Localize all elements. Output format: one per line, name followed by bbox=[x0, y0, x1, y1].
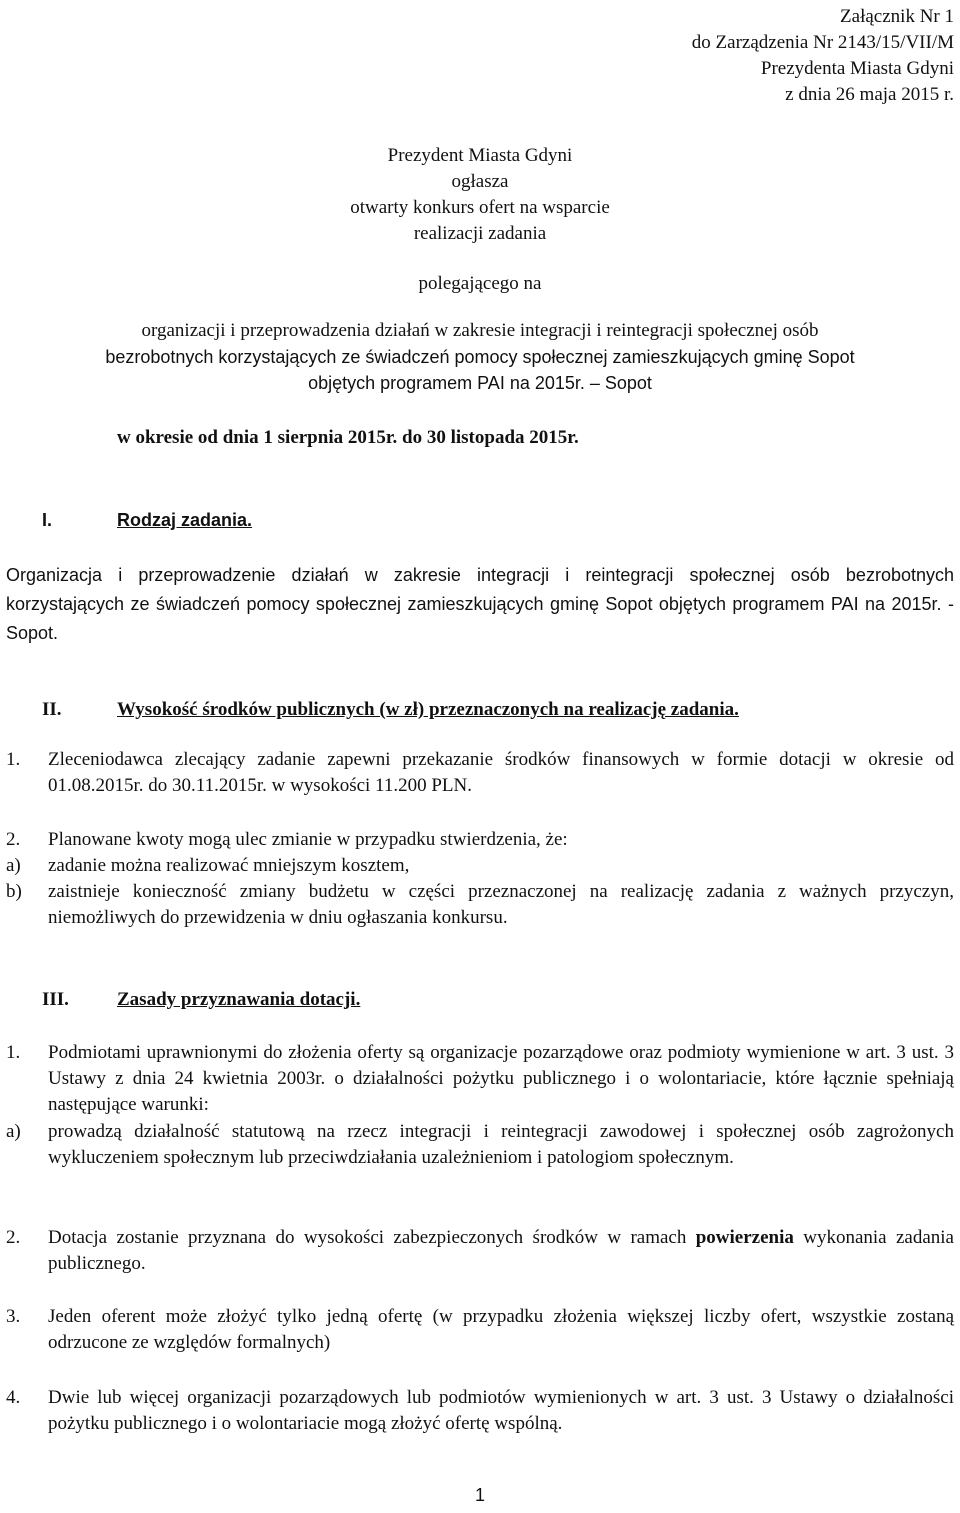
item-text: zaistnieje konieczność zmiany budżetu w części przeznaczonej na realizację zadania z ważnych przyczyn, niemożliwych do przewidzenia w dniu ogłaszania konkursu. bbox=[48, 881, 954, 928]
title-line: otwarty konkurs ofert na wsparcie bbox=[350, 197, 610, 218]
attachment-line: z dnia 26 maja 2015 r. bbox=[785, 84, 954, 105]
section-3-item bbox=[6, 1225, 954, 1277]
page-number: 1 bbox=[474, 1485, 485, 1505]
title-line: Prezydent Miasta Gdyni bbox=[387, 145, 573, 166]
item-label: a) bbox=[6, 1121, 21, 1142]
item-text-bold: powierzenia bbox=[695, 1227, 794, 1248]
section-title: Rodzaj zadania. bbox=[117, 510, 253, 530]
title-line: realizacji zadania bbox=[413, 223, 547, 244]
attachment-line: Prezydenta Miasta Gdyni bbox=[760, 58, 954, 79]
section-1-heading bbox=[42, 506, 252, 535]
announcement-title bbox=[0, 143, 960, 247]
section-number: II. bbox=[42, 699, 62, 720]
section-2-subitem bbox=[6, 879, 954, 931]
item-text-part: Dotacja zostanie przyznana do wysokości zabezpieczonych środków w ramach bbox=[48, 1227, 696, 1248]
item-text: Planowane kwoty mogą ulec zmianie w przypadku stwierdzenia, że: bbox=[48, 829, 568, 850]
section-2-item bbox=[6, 747, 954, 799]
section-number: III. bbox=[42, 989, 69, 1010]
item-label: a) bbox=[6, 855, 21, 876]
item-label: 4. bbox=[6, 1387, 21, 1408]
item-text-part: wykonania zadania publicznego. bbox=[48, 1227, 954, 1274]
title-subtitle: polegającego na bbox=[418, 273, 542, 294]
section-title: Wysokość środków publicznych (w zł) przeznaczonych na realizację zadania. bbox=[117, 699, 739, 720]
item-text: Dwie lub więcej organizacji pozarządowych lub podmiotów wymienionych w art. 3 ust. 3 Ustawy o działalności pożytku publicznego i o wolontariacie mogą złożyć ofertę wspólną. bbox=[48, 1387, 954, 1434]
item-text: Podmiotami uprawnionymi do złożenia oferty są organizacje pozarządowe oraz podmioty wymienione w art. 3 ust. 3 Ustawy z dnia 24 kwietnia 2003r. o działalności pożytku publicznego i o wolontariacie, które łącznie spełniają następujące warunki: bbox=[48, 1042, 954, 1115]
section-3-item bbox=[6, 1385, 954, 1437]
item-label: 1. bbox=[6, 1042, 21, 1063]
section-3-item bbox=[6, 1040, 954, 1118]
attachment-line: do Zarządzenia Nr 2143/15/VII/M bbox=[691, 32, 954, 53]
section-2-heading bbox=[42, 697, 739, 723]
section-2-item bbox=[6, 827, 954, 853]
task-line: bezrobotnych korzystających ze świadczeń pomocy społecznej zamieszkujących gminę Sopot bbox=[105, 347, 855, 367]
title-line: ogłasza bbox=[451, 171, 509, 192]
task-description bbox=[0, 318, 960, 396]
item-label: 2. bbox=[6, 1227, 21, 1248]
section-3-heading bbox=[42, 987, 360, 1013]
item-text: prowadzą działalność statutową na rzecz integracji i reintegracji zawodowej i społecznej osób zagrożonych wykluczeniem społecznym lub przeciwdziałania uzależnieniom i patologiom społecznym. bbox=[48, 1121, 954, 1168]
section-2-subitem bbox=[6, 853, 954, 879]
item-label: b) bbox=[6, 881, 22, 902]
item-text: zadanie można realizować mniejszym kosztem, bbox=[48, 855, 410, 876]
task-line: objętych programem PAI na 2015r. – Sopot bbox=[308, 373, 652, 393]
item-label: 3. bbox=[6, 1306, 21, 1327]
item-text: Jeden oferent może złożyć tylko jedną ofertę (w przypadku złożenia większej liczby ofert, wszystkie zostaną odrzucone ze względów formalnych) bbox=[48, 1306, 954, 1353]
section-1-text: Organizacja i przeprowadzenie działań w zakresie integracji i reintegracji społecznej osób bezrobotnych korzystających ze świadczeń pomocy społecznej zamieszkujących gminę Sopot objętych programem PAI na 2015r. - Sopot. bbox=[6, 565, 954, 643]
item-label: 1. bbox=[6, 749, 21, 770]
section-3-item bbox=[6, 1304, 954, 1356]
item-label: 2. bbox=[6, 829, 21, 850]
attachment-line: Załącznik Nr 1 bbox=[840, 6, 954, 27]
task-line: organizacji i przeprowadzenia działań w zakresie integracji i reintegracji społecznej osób bbox=[141, 320, 819, 341]
section-title: Zasady przyznawania dotacji. bbox=[117, 989, 361, 1010]
attachment-header bbox=[692, 4, 954, 108]
section-number: I. bbox=[42, 510, 53, 530]
item-text bbox=[48, 1225, 954, 1277]
section-3-subitem bbox=[6, 1119, 954, 1171]
task-period: w okresie od dnia 1 sierpnia 2015r. do 30 listopada 2015r. bbox=[117, 427, 579, 448]
item-text: Zleceniodawca zlecający zadanie zapewni przekazanie środków finansowych w formie dotacji w okresie od 01.08.2015r. do 30.11.2015r. w wysokości 11.200 PLN. bbox=[48, 749, 954, 796]
